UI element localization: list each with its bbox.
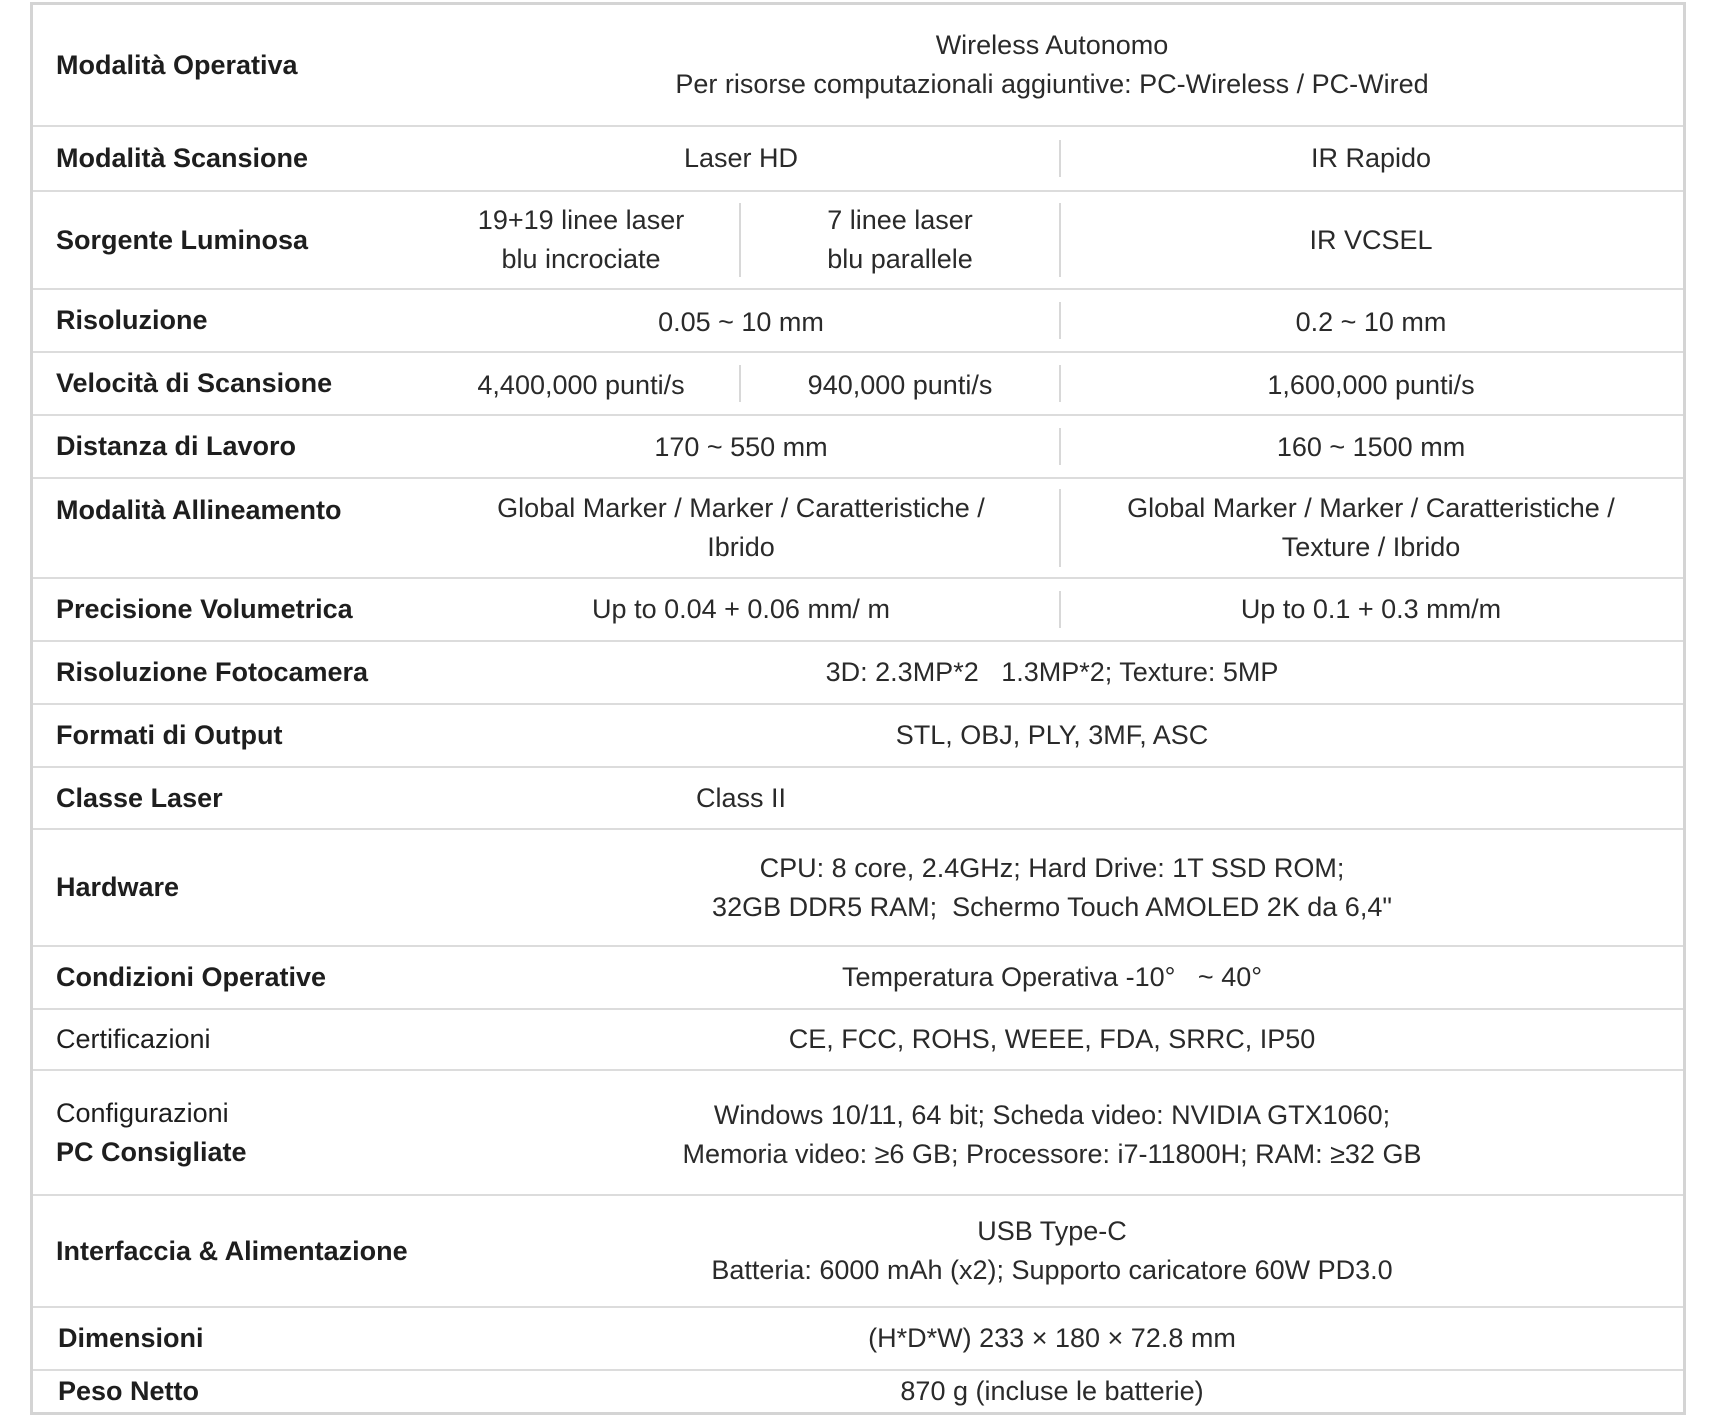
value-ir-rapido: IR Rapido <box>1310 143 1432 173</box>
value-laser: 170 ~ 550 mm <box>654 432 828 462</box>
row-label: Risoluzione <box>56 305 208 335</box>
value-line-1: 7 linee laser <box>827 205 973 235</box>
row-label: Hardware <box>56 872 180 902</box>
row-label <box>56 1071 247 1194</box>
value-line-2: Memoria video: ≥6 GB; Processore: i7-11800H; RAM: ≥32 GB <box>682 1138 1422 1169</box>
row-configurazioni-pc <box>33 1071 1683 1196</box>
row-value: STL, OBJ, PLY, 3MF, ASC <box>895 720 1209 750</box>
row-value: 870 g (incluse le batterie) <box>900 1376 1204 1406</box>
row-modalita-operativa <box>33 5 1683 127</box>
row-value <box>423 1196 1681 1306</box>
row-value: 3D: 2.3MP*2 1.3MP*2; Texture: 5MP <box>825 657 1279 687</box>
row-classe-laser <box>33 768 1683 830</box>
row-dimensioni <box>33 1308 1683 1371</box>
value-line-1: Global Marker / Marker / Caratteristiche / <box>497 493 985 523</box>
value-ir: 0.2 ~ 10 mm <box>1295 307 1447 337</box>
value-line-1: Windows 10/11, 64 bit; Scheda video: NVIDIA GTX1060; <box>713 1099 1391 1130</box>
value-laser: Up to 0.04 + 0.06 mm/ m <box>592 594 890 624</box>
row-value: (H*D*W) 233 × 180 × 72.8 mm <box>868 1323 1236 1353</box>
value-ir-vcsel: IR VCSEL <box>1309 224 1433 255</box>
label-line-2: PC Consigliate <box>56 1136 247 1167</box>
row-interfaccia-alimentazione <box>33 1196 1683 1308</box>
row-label: Distanza di Lavoro <box>56 431 297 461</box>
label-line-1: Configurazioni <box>56 1097 229 1128</box>
value-line-2: 32GB DDR5 RAM; Schermo Touch AMOLED 2K da 6,4" <box>712 891 1392 922</box>
row-label: Sorgente Luminosa <box>56 224 309 255</box>
value-line-1: CPU: 8 core, 2.4GHz; Hard Drive: 1T SSD ROM; <box>759 852 1345 883</box>
row-label: Formati di Output <box>56 720 283 750</box>
row-label: Classe Laser <box>56 782 223 813</box>
row-peso-netto <box>33 1371 1683 1412</box>
row-condizioni-operative <box>33 947 1683 1010</box>
row-precisione-volumetrica <box>33 579 1683 642</box>
value-line-2: blu parallele <box>827 244 973 274</box>
row-label: Precisione Volumetrica <box>56 594 353 624</box>
row-label: Peso Netto <box>58 1376 200 1406</box>
value-line-1: Global Marker / Marker / Caratteristiche / <box>1127 493 1615 523</box>
row-risoluzione <box>33 290 1683 353</box>
row-certificazioni <box>33 1010 1683 1071</box>
value-line-2: Texture / Ibrido <box>1281 532 1461 562</box>
value-laser <box>423 479 1059 577</box>
row-value: Temperatura Operativa -10° ~ 40° <box>841 962 1263 992</box>
row-label: Certificazioni <box>56 1024 211 1054</box>
row-velocita-scansione <box>33 353 1683 416</box>
value-ir: Up to 0.1 + 0.3 mm/m <box>1240 594 1502 624</box>
row-label: Velocità di Scansione <box>56 368 333 398</box>
row-sorgente-luminosa <box>33 192 1683 290</box>
value-line-2: blu incrociate <box>501 244 661 274</box>
value-laser-crossed: 4,400,000 punti/s <box>477 370 685 400</box>
row-label: Modalità Allineamento <box>56 495 342 525</box>
row-label: Risoluzione Fotocamera <box>56 657 369 687</box>
row-value <box>423 5 1681 125</box>
row-value: CE, FCC, ROHS, WEEE, FDA, SRRC, IP50 <box>788 1024 1316 1054</box>
value-ir: 1,600,000 punti/s <box>1267 370 1475 400</box>
value-line-1: USB Type-C <box>977 1216 1127 1246</box>
value-line-2: Ibrido <box>707 532 775 562</box>
value-ir <box>1061 479 1681 577</box>
row-modalita-scansione <box>33 127 1683 192</box>
row-label: Dimensioni <box>58 1323 204 1353</box>
value-laser-parallel <box>741 192 1059 288</box>
value-line-2: Batteria: 6000 mAh (x2); Supporto caricatore 60W PD3.0 <box>711 1255 1393 1285</box>
row-label: Modalità Scansione <box>56 143 309 173</box>
row-hardware <box>33 830 1683 947</box>
row-label: Modalità Operativa <box>56 49 298 80</box>
row-label: Condizioni Operative <box>56 962 327 992</box>
value-laser: 0.05 ~ 10 mm <box>658 307 824 337</box>
row-value <box>423 1071 1681 1194</box>
value-line-1: 19+19 linee laser <box>477 205 685 235</box>
value-ir: 160 ~ 1500 mm <box>1276 432 1466 462</box>
row-modalita-allineamento <box>33 479 1683 579</box>
row-risoluzione-fotocamera <box>33 642 1683 705</box>
value-laser-crossed <box>423 192 739 288</box>
value-line-2: Per risorse computazionali aggiuntive: PC-Wireless / PC-Wired <box>675 69 1429 99</box>
row-distanza-lavoro <box>33 416 1683 479</box>
spec-table <box>30 2 1686 1415</box>
row-formati-output <box>33 705 1683 768</box>
row-label: Interfaccia & Alimentazione <box>56 1235 408 1266</box>
value-laser: Class II <box>695 782 787 813</box>
row-value <box>423 830 1681 945</box>
value-laser-hd: Laser HD <box>683 143 799 173</box>
value-laser-parallel: 940,000 punti/s <box>807 370 993 400</box>
value-line-1: Wireless Autonomo <box>935 30 1169 60</box>
